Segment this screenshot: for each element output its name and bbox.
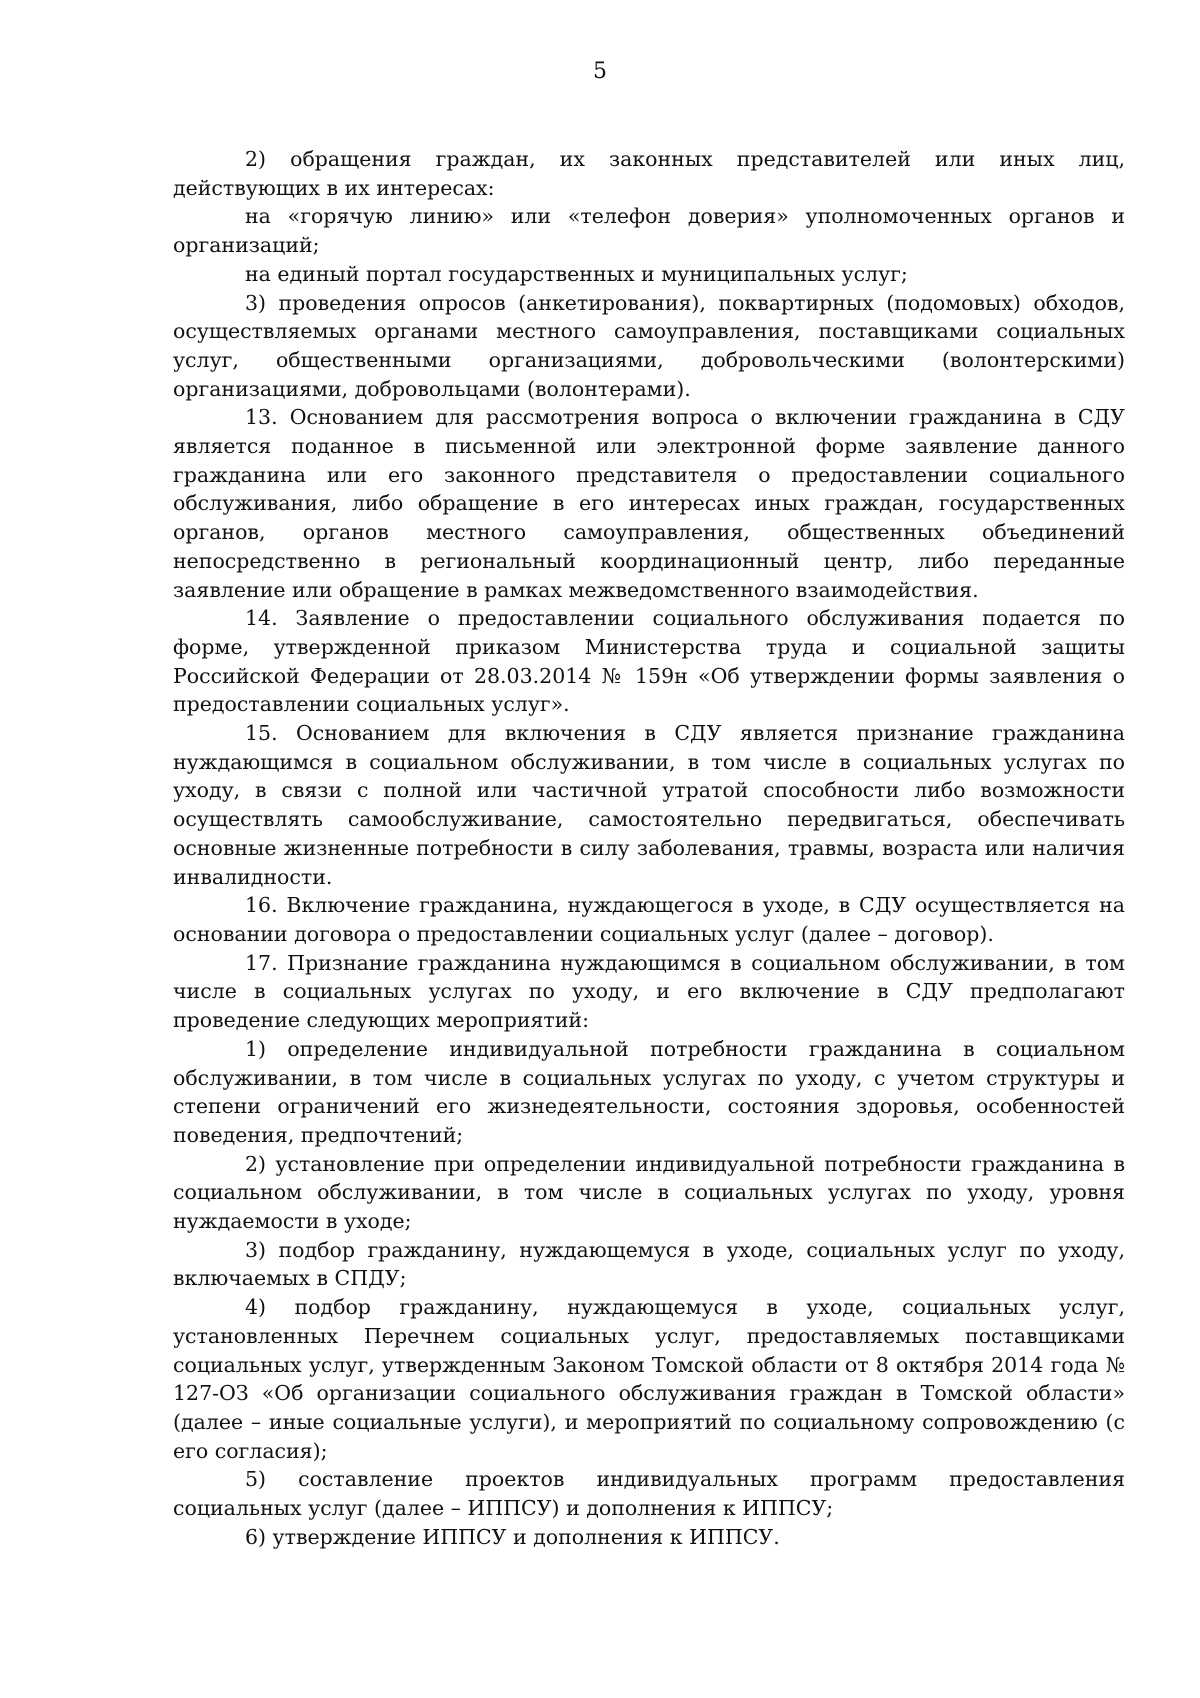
paragraph-item-3-surveys: 3) проведения опросов (анкетирования), поквартирных (подомовых) обходов, осуществляемых органами местного самоуправления, поставщиками социальных услуг, общественными организациями, добровольческими (волонтерскими) организациями, добровольцами (волонтерами). [173,290,1125,401]
paragraph-portal: на единый портал государственных и муниципальных услуг; [245,261,908,286]
paragraph-14: 14. Заявление о предоставлении социального обслуживания подается по форме, утвержденной приказом Министерства труда и социальной защиты Российской Федерации от 28.03.2014 № 159н «Об утверждении формы заявления о предоставлении социальных услуг». [173,606,1125,717]
paragraph-13: 13. Основанием для рассмотрения вопроса о включении гражданина в СДУ является поданное в письменной или электронной форме заявление данного гражданина или его законного представителя о предоставлении социального обслуживания, либо обращение в его интересах иных граждан, государственных органов, органов местного самоуправления, общественных объединений непосредственно в региональный координационный центр, либо переданные заявление или обращение в рамках межведомственного взаимодействия. [173,405,1125,602]
paragraph-15: 15. Основанием для включения в СДУ является признание гражданина нуждающимся в социальном обслуживании, в том числе в социальных услугах по уходу, в связи с полной или частичной утратой способности либо возможности осуществлять самообслуживание, самостоятельно передвигаться, обеспечивать основные жизненные потребности в силу заболевания, травмы, возраста или наличия инвалидности. [173,721,1125,889]
paragraph-17-item-5: 5) составление проектов индивидуальных программ предоставления социальных услуг (далее – ИППСУ) и дополнения к ИППСУ; [173,1467,1125,1521]
paragraph-16: 16. Включение гражданина, нуждающегося в уходе, в СДУ осуществляется на основании договора о предоставлении социальных услуг (далее – договор). [173,893,1125,946]
document-body [173,145,1125,1551]
paragraph-17-item-4: 4) подбор гражданину, нуждающемуся в уходе, социальных услуг, установленных Перечнем социальных услуг, предоставляемых поставщиками социальных услуг, утвержденным Законом Томской области от 8 октября 2014 года № 127-ОЗ «Об организации социального обслуживания граждан в Томской области» (далее – иные социальные услуги), и мероприятий по социальному сопровождению (с его согласия); [173,1295,1125,1463]
paragraph-hotline: на «горячую линию» или «телефон доверия» уполномоченных органов и организаций; [173,204,1125,258]
paragraph-17-item-6: 6) утверждение ИППСУ и дополнения к ИППСУ. [245,1524,780,1549]
paragraph-17-item-2: 2) установление при определении индивидуальной потребности гражданина в социальном обслуживании, в том числе в социальных услугах по уходу, уровня нуждаемости в уходе; [173,1151,1125,1234]
page-number: 5 [593,59,607,84]
paragraph-17: 17. Признание гражданина нуждающимся в социальном обслуживании, в том числе в социальных услугах по уходу, и его включение в СДУ предполагают проведение следующих мероприятий: [173,950,1125,1033]
paragraph-17-item-3: 3) подбор гражданину, нуждающемуся в уходе, социальных услуг по уходу, включаемых в СПДУ; [173,1237,1125,1291]
paragraph-item-2-appeals: 2) обращения граждан, их законных представителей или иных лиц, действующих в их интересах: [173,147,1125,200]
paragraph-17-item-1: 1) определение индивидуальной потребности гражданина в социальном обслуживании, в том числе в социальных услугах по уходу, с учетом структуры и степени ограничений его жизнедеятельности, состояния здоровья, особенностей поведения, предпочтений; [173,1036,1125,1147]
